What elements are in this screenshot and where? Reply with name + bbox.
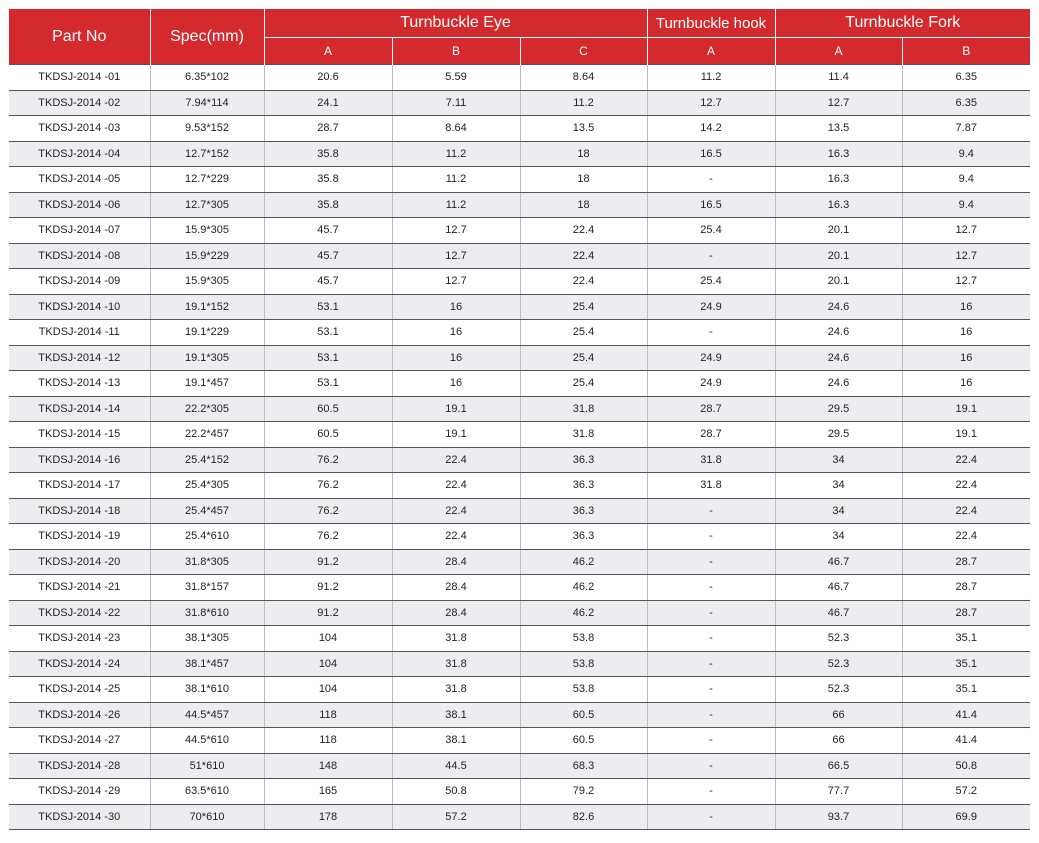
cell-eye-c: 46.2 — [520, 600, 647, 626]
cell-spec: 51*610 — [150, 753, 264, 779]
cell-fork-b: 28.7 — [902, 549, 1030, 575]
cell-fork-b: 41.4 — [902, 702, 1030, 728]
subheader-fork-b: B — [902, 38, 1030, 65]
cell-hook-a: - — [647, 779, 775, 805]
cell-fork-a: 12.7 — [775, 90, 902, 116]
cell-eye-a: 53.1 — [264, 320, 392, 346]
cell-spec: 70*610 — [150, 804, 264, 830]
table-row — [9, 218, 1030, 244]
cell-eye-b: 16 — [392, 345, 520, 371]
cell-eye-a: 45.7 — [264, 218, 392, 244]
cell-eye-a: 45.7 — [264, 243, 392, 269]
cell-eye-b: 31.8 — [392, 626, 520, 652]
cell-spec: 15.9*229 — [150, 243, 264, 269]
cell-eye-c: 31.8 — [520, 422, 647, 448]
cell-eye-c: 18 — [520, 192, 647, 218]
cell-spec: 44.5*457 — [150, 702, 264, 728]
table-row — [9, 651, 1030, 677]
cell-spec: 31.8*305 — [150, 549, 264, 575]
cell-fork-b: 41.4 — [902, 728, 1030, 754]
cell-part-no: TKDSJ-2014 -20 — [9, 549, 150, 575]
table-body — [9, 65, 1030, 830]
cell-eye-b: 31.8 — [392, 651, 520, 677]
cell-part-no: TKDSJ-2014 -26 — [9, 702, 150, 728]
spec-table — [9, 9, 1030, 830]
cell-eye-b: 12.7 — [392, 218, 520, 244]
cell-eye-c: 46.2 — [520, 549, 647, 575]
cell-eye-c: 25.4 — [520, 371, 647, 397]
cell-eye-c: 53.8 — [520, 626, 647, 652]
cell-fork-b: 28.7 — [902, 600, 1030, 626]
cell-eye-b: 38.1 — [392, 702, 520, 728]
cell-fork-b: 35.1 — [902, 651, 1030, 677]
cell-spec: 12.7*229 — [150, 167, 264, 193]
cell-hook-a: - — [647, 728, 775, 754]
cell-fork-b: 12.7 — [902, 218, 1030, 244]
cell-hook-a: - — [647, 677, 775, 703]
table-row — [9, 804, 1030, 830]
cell-eye-c: 13.5 — [520, 116, 647, 142]
table-row — [9, 524, 1030, 550]
cell-eye-c: 25.4 — [520, 320, 647, 346]
cell-spec: 19.1*457 — [150, 371, 264, 397]
cell-fork-b: 35.1 — [902, 677, 1030, 703]
cell-eye-a: 53.1 — [264, 345, 392, 371]
cell-fork-a: 16.3 — [775, 141, 902, 167]
cell-hook-a: 16.5 — [647, 141, 775, 167]
cell-fork-a: 46.7 — [775, 549, 902, 575]
cell-eye-a: 76.2 — [264, 473, 392, 499]
cell-eye-b: 5.59 — [392, 65, 520, 91]
cell-eye-b: 19.1 — [392, 396, 520, 422]
table-row — [9, 269, 1030, 295]
cell-eye-b: 12.7 — [392, 243, 520, 269]
cell-spec: 6.35*102 — [150, 65, 264, 91]
cell-hook-a: 12.7 — [647, 90, 775, 116]
cell-eye-c: 53.8 — [520, 651, 647, 677]
cell-hook-a: - — [647, 167, 775, 193]
cell-eye-b: 28.4 — [392, 600, 520, 626]
cell-part-no: TKDSJ-2014 -24 — [9, 651, 150, 677]
cell-eye-b: 11.2 — [392, 141, 520, 167]
cell-spec: 38.1*305 — [150, 626, 264, 652]
cell-fork-a: 66 — [775, 728, 902, 754]
cell-eye-a: 53.1 — [264, 294, 392, 320]
table-row — [9, 192, 1030, 218]
cell-eye-a: 76.2 — [264, 447, 392, 473]
cell-eye-c: 18 — [520, 141, 647, 167]
cell-fork-b: 22.4 — [902, 498, 1030, 524]
cell-spec: 15.9*305 — [150, 269, 264, 295]
cell-spec: 25.4*610 — [150, 524, 264, 550]
cell-fork-b: 19.1 — [902, 422, 1030, 448]
cell-eye-a: 35.8 — [264, 167, 392, 193]
cell-eye-b: 38.1 — [392, 728, 520, 754]
cell-spec: 44.5*610 — [150, 728, 264, 754]
cell-hook-a: - — [647, 804, 775, 830]
cell-fork-b: 16 — [902, 371, 1030, 397]
cell-eye-b: 22.4 — [392, 473, 520, 499]
table-row — [9, 141, 1030, 167]
table-row — [9, 702, 1030, 728]
subheader-hook-a: A — [647, 38, 775, 65]
cell-fork-a: 24.6 — [775, 294, 902, 320]
cell-hook-a: - — [647, 626, 775, 652]
cell-part-no: TKDSJ-2014 -07 — [9, 218, 150, 244]
table-row — [9, 167, 1030, 193]
cell-eye-b: 28.4 — [392, 549, 520, 575]
cell-fork-b: 9.4 — [902, 141, 1030, 167]
cell-fork-a: 20.1 — [775, 243, 902, 269]
cell-eye-c: 22.4 — [520, 243, 647, 269]
cell-hook-a: 25.4 — [647, 218, 775, 244]
cell-fork-a: 29.5 — [775, 396, 902, 422]
cell-eye-a: 76.2 — [264, 524, 392, 550]
cell-eye-c: 22.4 — [520, 218, 647, 244]
cell-hook-a: 28.7 — [647, 396, 775, 422]
cell-part-no: TKDSJ-2014 -04 — [9, 141, 150, 167]
cell-eye-c: 25.4 — [520, 294, 647, 320]
cell-fork-b: 35.1 — [902, 626, 1030, 652]
cell-hook-a: 24.9 — [647, 371, 775, 397]
cell-fork-a: 20.1 — [775, 218, 902, 244]
cell-eye-b: 31.8 — [392, 677, 520, 703]
cell-spec: 9.53*152 — [150, 116, 264, 142]
cell-part-no: TKDSJ-2014 -15 — [9, 422, 150, 448]
cell-hook-a: - — [647, 651, 775, 677]
cell-eye-a: 148 — [264, 753, 392, 779]
table-row — [9, 320, 1030, 346]
cell-eye-c: 25.4 — [520, 345, 647, 371]
cell-spec: 63.5*610 — [150, 779, 264, 805]
cell-fork-a: 24.6 — [775, 371, 902, 397]
cell-spec: 12.7*152 — [150, 141, 264, 167]
cell-eye-b: 16 — [392, 320, 520, 346]
cell-eye-a: 104 — [264, 626, 392, 652]
cell-spec: 19.1*229 — [150, 320, 264, 346]
cell-part-no: TKDSJ-2014 -13 — [9, 371, 150, 397]
cell-spec: 12.7*305 — [150, 192, 264, 218]
table-row — [9, 65, 1030, 91]
cell-hook-a: 28.7 — [647, 422, 775, 448]
cell-fork-b: 50.8 — [902, 753, 1030, 779]
cell-eye-c: 8.64 — [520, 65, 647, 91]
cell-eye-a: 53.1 — [264, 371, 392, 397]
cell-part-no: TKDSJ-2014 -19 — [9, 524, 150, 550]
cell-part-no: TKDSJ-2014 -12 — [9, 345, 150, 371]
cell-spec: 31.8*610 — [150, 600, 264, 626]
cell-fork-b: 12.7 — [902, 269, 1030, 295]
header-turnbuckle-fork: Turnbuckle Fork — [775, 9, 1030, 38]
cell-part-no: TKDSJ-2014 -28 — [9, 753, 150, 779]
cell-eye-a: 118 — [264, 728, 392, 754]
cell-fork-a: 24.6 — [775, 320, 902, 346]
subheader-eye-b: B — [392, 38, 520, 65]
cell-hook-a: - — [647, 320, 775, 346]
cell-eye-b: 22.4 — [392, 498, 520, 524]
cell-part-no: TKDSJ-2014 -08 — [9, 243, 150, 269]
cell-fork-b: 57.2 — [902, 779, 1030, 805]
header-spec: Spec(mm) — [150, 9, 264, 65]
cell-part-no: TKDSJ-2014 -01 — [9, 65, 150, 91]
cell-fork-b: 22.4 — [902, 524, 1030, 550]
cell-hook-a: 14.2 — [647, 116, 775, 142]
cell-eye-c: 18 — [520, 167, 647, 193]
cell-eye-b: 11.2 — [392, 167, 520, 193]
cell-fork-a: 93.7 — [775, 804, 902, 830]
cell-part-no: TKDSJ-2014 -23 — [9, 626, 150, 652]
cell-part-no: TKDSJ-2014 -29 — [9, 779, 150, 805]
cell-eye-a: 60.5 — [264, 422, 392, 448]
cell-fork-b: 9.4 — [902, 192, 1030, 218]
cell-eye-b: 28.4 — [392, 575, 520, 601]
subheader-eye-c: C — [520, 38, 647, 65]
table-row — [9, 294, 1030, 320]
cell-fork-b: 7.87 — [902, 116, 1030, 142]
cell-eye-c: 11.2 — [520, 90, 647, 116]
cell-part-no: TKDSJ-2014 -25 — [9, 677, 150, 703]
table-row — [9, 779, 1030, 805]
table-row — [9, 549, 1030, 575]
cell-fork-a: 13.5 — [775, 116, 902, 142]
cell-hook-a: - — [647, 575, 775, 601]
cell-eye-a: 35.8 — [264, 141, 392, 167]
cell-fork-b: 28.7 — [902, 575, 1030, 601]
header-turnbuckle-hook: Turnbuckle hook — [647, 9, 775, 38]
cell-part-no: TKDSJ-2014 -14 — [9, 396, 150, 422]
cell-eye-a: 35.8 — [264, 192, 392, 218]
cell-eye-a: 28.7 — [264, 116, 392, 142]
cell-spec: 25.4*305 — [150, 473, 264, 499]
cell-eye-c: 36.3 — [520, 498, 647, 524]
cell-fork-b: 16 — [902, 345, 1030, 371]
cell-fork-a: 16.3 — [775, 167, 902, 193]
cell-eye-b: 16 — [392, 371, 520, 397]
cell-eye-b: 7.11 — [392, 90, 520, 116]
cell-eye-a: 76.2 — [264, 498, 392, 524]
cell-eye-c: 36.3 — [520, 447, 647, 473]
cell-fork-a: 66.5 — [775, 753, 902, 779]
cell-eye-c: 82.6 — [520, 804, 647, 830]
cell-fork-b: 69.9 — [902, 804, 1030, 830]
cell-eye-c: 79.2 — [520, 779, 647, 805]
cell-hook-a: - — [647, 549, 775, 575]
cell-eye-c: 36.3 — [520, 524, 647, 550]
table-row — [9, 396, 1030, 422]
cell-fork-b: 16 — [902, 320, 1030, 346]
cell-eye-a: 20.6 — [264, 65, 392, 91]
cell-fork-a: 66 — [775, 702, 902, 728]
cell-fork-b: 16 — [902, 294, 1030, 320]
cell-eye-a: 104 — [264, 651, 392, 677]
table-row — [9, 447, 1030, 473]
cell-eye-c: 31.8 — [520, 396, 647, 422]
cell-fork-a: 46.7 — [775, 600, 902, 626]
cell-eye-a: 118 — [264, 702, 392, 728]
cell-part-no: TKDSJ-2014 -21 — [9, 575, 150, 601]
cell-spec: 25.4*457 — [150, 498, 264, 524]
cell-spec: 25.4*152 — [150, 447, 264, 473]
cell-part-no: TKDSJ-2014 -06 — [9, 192, 150, 218]
cell-part-no: TKDSJ-2014 -18 — [9, 498, 150, 524]
table-row — [9, 371, 1030, 397]
cell-fork-a: 29.5 — [775, 422, 902, 448]
table-row — [9, 473, 1030, 499]
cell-eye-a: 91.2 — [264, 575, 392, 601]
cell-fork-a: 24.6 — [775, 345, 902, 371]
cell-fork-b: 22.4 — [902, 473, 1030, 499]
table-row — [9, 116, 1030, 142]
cell-spec: 38.1*457 — [150, 651, 264, 677]
cell-fork-b: 6.35 — [902, 90, 1030, 116]
cell-eye-c: 46.2 — [520, 575, 647, 601]
cell-eye-a: 91.2 — [264, 549, 392, 575]
table-row — [9, 422, 1030, 448]
cell-part-no: TKDSJ-2014 -11 — [9, 320, 150, 346]
cell-eye-c: 60.5 — [520, 728, 647, 754]
cell-fork-a: 77.7 — [775, 779, 902, 805]
cell-hook-a: - — [647, 702, 775, 728]
cell-eye-a: 165 — [264, 779, 392, 805]
table-row — [9, 600, 1030, 626]
cell-eye-c: 22.4 — [520, 269, 647, 295]
table-row — [9, 345, 1030, 371]
cell-fork-b: 19.1 — [902, 396, 1030, 422]
table-header — [9, 9, 1030, 65]
cell-spec: 7.94*114 — [150, 90, 264, 116]
cell-hook-a: - — [647, 524, 775, 550]
cell-spec: 19.1*152 — [150, 294, 264, 320]
cell-hook-a: 31.8 — [647, 447, 775, 473]
table-row — [9, 90, 1030, 116]
cell-eye-a: 24.1 — [264, 90, 392, 116]
cell-eye-b: 12.7 — [392, 269, 520, 295]
cell-hook-a: - — [647, 753, 775, 779]
cell-part-no: TKDSJ-2014 -03 — [9, 116, 150, 142]
cell-part-no: TKDSJ-2014 -30 — [9, 804, 150, 830]
table-row — [9, 753, 1030, 779]
cell-part-no: TKDSJ-2014 -10 — [9, 294, 150, 320]
cell-eye-a: 178 — [264, 804, 392, 830]
cell-fork-b: 6.35 — [902, 65, 1030, 91]
table-row — [9, 728, 1030, 754]
cell-fork-a: 34 — [775, 473, 902, 499]
cell-fork-a: 16.3 — [775, 192, 902, 218]
table-row — [9, 498, 1030, 524]
cell-part-no: TKDSJ-2014 -27 — [9, 728, 150, 754]
cell-hook-a: - — [647, 600, 775, 626]
cell-fork-a: 20.1 — [775, 269, 902, 295]
table-row — [9, 677, 1030, 703]
cell-eye-b: 16 — [392, 294, 520, 320]
cell-fork-a: 52.3 — [775, 651, 902, 677]
cell-fork-a: 46.7 — [775, 575, 902, 601]
cell-eye-b: 19.1 — [392, 422, 520, 448]
cell-part-no: TKDSJ-2014 -17 — [9, 473, 150, 499]
cell-eye-b: 22.4 — [392, 524, 520, 550]
cell-eye-b: 50.8 — [392, 779, 520, 805]
cell-hook-a: 24.9 — [647, 345, 775, 371]
cell-part-no: TKDSJ-2014 -02 — [9, 90, 150, 116]
cell-spec: 22.2*305 — [150, 396, 264, 422]
cell-fork-a: 34 — [775, 524, 902, 550]
cell-hook-a: 11.2 — [647, 65, 775, 91]
cell-hook-a: 24.9 — [647, 294, 775, 320]
cell-eye-b: 57.2 — [392, 804, 520, 830]
cell-fork-b: 9.4 — [902, 167, 1030, 193]
cell-fork-b: 22.4 — [902, 447, 1030, 473]
cell-part-no: TKDSJ-2014 -22 — [9, 600, 150, 626]
cell-eye-a: 60.5 — [264, 396, 392, 422]
cell-eye-a: 45.7 — [264, 269, 392, 295]
cell-fork-a: 34 — [775, 498, 902, 524]
table-row — [9, 575, 1030, 601]
cell-eye-c: 68.3 — [520, 753, 647, 779]
cell-spec: 15.9*305 — [150, 218, 264, 244]
cell-eye-c: 60.5 — [520, 702, 647, 728]
cell-part-no: TKDSJ-2014 -09 — [9, 269, 150, 295]
cell-eye-c: 53.8 — [520, 677, 647, 703]
cell-hook-a: - — [647, 243, 775, 269]
cell-hook-a: 16.5 — [647, 192, 775, 218]
cell-fork-a: 11.4 — [775, 65, 902, 91]
cell-fork-a: 52.3 — [775, 677, 902, 703]
cell-hook-a: 25.4 — [647, 269, 775, 295]
cell-hook-a: - — [647, 498, 775, 524]
cell-spec: 38.1*610 — [150, 677, 264, 703]
cell-part-no: TKDSJ-2014 -05 — [9, 167, 150, 193]
header-turnbuckle-eye: Turnbuckle Eye — [264, 9, 647, 38]
header-part-no: Part No — [9, 9, 150, 65]
cell-spec: 31.8*157 — [150, 575, 264, 601]
cell-eye-b: 44.5 — [392, 753, 520, 779]
cell-eye-c: 36.3 — [520, 473, 647, 499]
subheader-fork-a: A — [775, 38, 902, 65]
cell-spec: 22.2*457 — [150, 422, 264, 448]
cell-eye-b: 11.2 — [392, 192, 520, 218]
cell-part-no: TKDSJ-2014 -16 — [9, 447, 150, 473]
cell-eye-b: 22.4 — [392, 447, 520, 473]
cell-spec: 19.1*305 — [150, 345, 264, 371]
cell-fork-a: 34 — [775, 447, 902, 473]
subheader-eye-a: A — [264, 38, 392, 65]
cell-eye-b: 8.64 — [392, 116, 520, 142]
table-row — [9, 243, 1030, 269]
cell-fork-b: 12.7 — [902, 243, 1030, 269]
table-row — [9, 626, 1030, 652]
cell-fork-a: 52.3 — [775, 626, 902, 652]
cell-hook-a: 31.8 — [647, 473, 775, 499]
cell-eye-a: 91.2 — [264, 600, 392, 626]
cell-eye-a: 104 — [264, 677, 392, 703]
